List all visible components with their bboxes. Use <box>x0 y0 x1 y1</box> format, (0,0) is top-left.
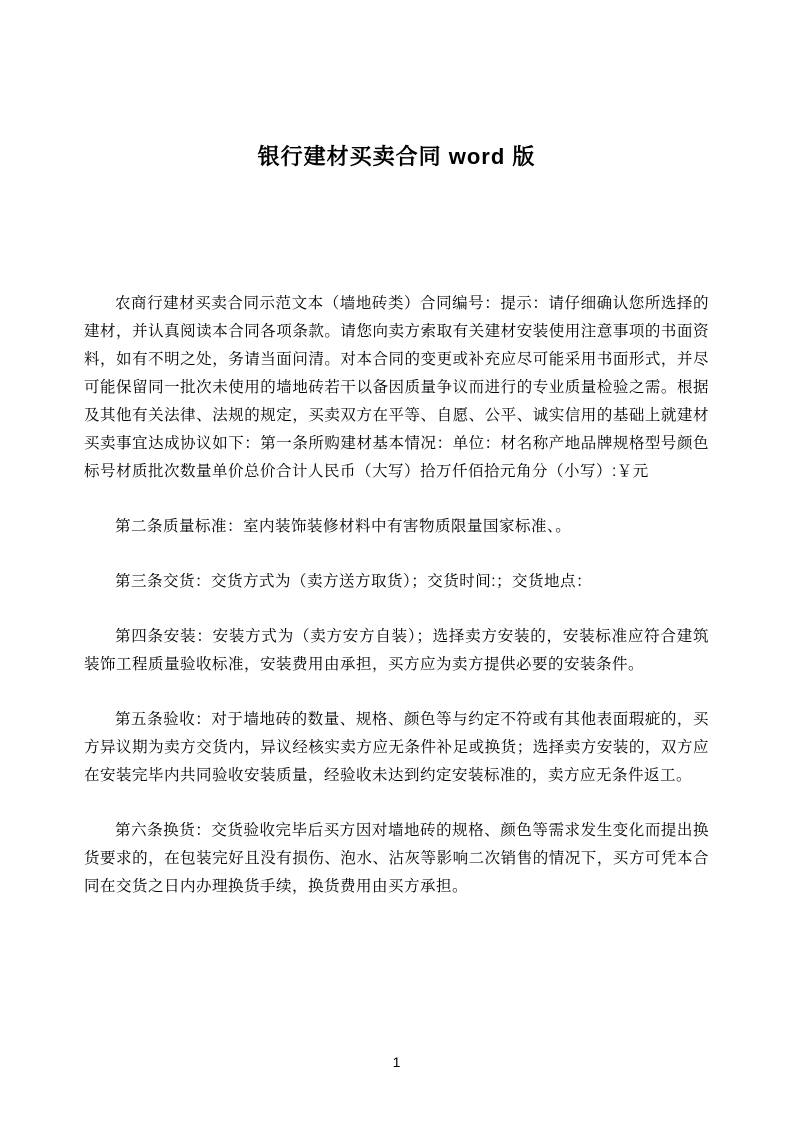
paragraph-clause-4-installation: 第四条安装：安装方式为（卖方安方自装）；选择卖方安装的，安装标准应符合建筑装饰工程质量验收标准，安装费用由承担，买方应为卖方提供必要的安装条件。 <box>84 628 709 673</box>
document-title: 银行建材买卖合同 word 版 <box>257 144 536 169</box>
paragraph-clause-2-quality: 第二条质量标准：室内装饰装修材料中有害物质限量国家标准、。 <box>115 518 572 535</box>
paragraph-intro: 农商行建材买卖合同示范文本（墙地砖类）合同编号：提示：请仔细确认您所选择的建材，并认真阅读本合同各项条款。请您向卖方索取有关建材安装使用注意事项的书面资料，如有不明之处，务请当面问清。对本合同的变更或补充应尽可能采用书面形式，并尽可能保留同一批次未使用的墙地砖若干以备因质量争议而进行的专业质量检验之需。根据及其他有关法律、法规的规定，买卖双方在平等、自愿、公平、诚实信用的基础上就建材买卖事宜达成协议如下：第一条所购建材基本情况：单位：材名称产地品牌规格型号颜色标号材质批次数量单价总价合计人民币（大写）拾万仟佰拾元角分（小写）:￥元 <box>84 295 709 480</box>
paragraph-clause-3-delivery: 第三条交货：交货方式为（卖方送方取货）；交货时间:；交货地点： <box>115 573 593 590</box>
document-body <box>0 172 793 901</box>
paragraph-clause-6-exchange: 第六条换货：交货验收完毕后买方因对墙地砖的规格、颜色等需求发生变化而提出换货要求的，在包装完好且没有损伤、泡水、沾灰等影响二次销售的情况下，买方可凭本合同在交货之日内办理换货手续，换货费用由买方承担。 <box>84 822 709 895</box>
paragraph-clause-5-acceptance: 第五条验收：对于墙地砖的数量、规格、颜色等与约定不符或有其他表面瑕疵的，买方异议期为卖方交货内，异议经核实卖方应无条件补足或换货；选择卖方安装的，双方应在安装完毕内共同验收安装质量，经验收未达到约定安装标准的，卖方应无条件返工。 <box>84 711 709 784</box>
page-number: 1 <box>392 1054 401 1070</box>
